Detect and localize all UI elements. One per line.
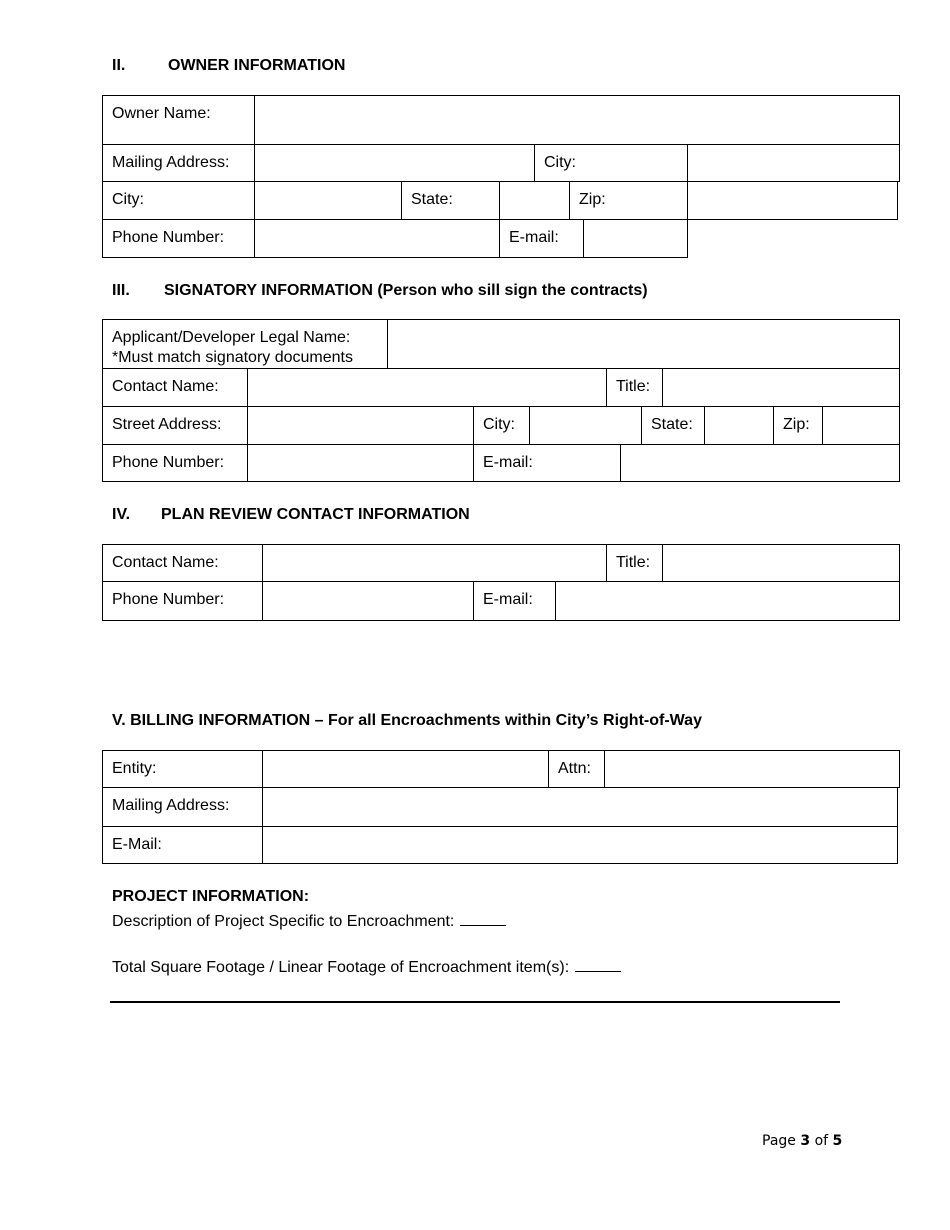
plan-review-contact-name-label: Contact Name: (102, 544, 263, 582)
plan-review-phone-input[interactable] (262, 581, 474, 621)
signatory-city-input[interactable] (529, 406, 642, 445)
owner-name-label: Owner Name: (102, 95, 255, 145)
owner-mailing-address-label: Mailing Address: (102, 144, 255, 182)
plan-review-email-input[interactable] (555, 581, 900, 621)
project-description-blank[interactable] (460, 911, 506, 926)
signatory-email-label: E-mail: (473, 444, 621, 482)
owner-city-input[interactable] (254, 181, 402, 220)
signature-divider (110, 1001, 840, 1003)
owner-email-label: E-mail: (499, 219, 584, 258)
signatory-street-address-label: Street Address: (102, 406, 248, 445)
owner-section-heading: II. OWNER INFORMATION (112, 57, 346, 74)
plan-review-email-label: E-mail: (473, 581, 556, 621)
signatory-phone-input[interactable] (247, 444, 474, 482)
signatory-legal-name-input[interactable] (387, 319, 900, 369)
owner-state-input[interactable] (499, 181, 570, 220)
project-footage-blank[interactable] (575, 957, 621, 972)
billing-mailing-address-label: Mailing Address: (102, 787, 263, 827)
owner-phone-label: Phone Number: (102, 219, 255, 258)
billing-entity-label: Entity: (102, 750, 263, 788)
billing-email-label: E-Mail: (102, 826, 263, 864)
signatory-email-input[interactable] (620, 444, 900, 482)
owner-mailing-city-label: City: (534, 144, 688, 182)
project-description-line: Description of Project Specific to Encroachment: (112, 911, 506, 931)
owner-phone-input[interactable] (254, 219, 500, 258)
signatory-zip-label: Zip: (773, 406, 823, 445)
signatory-title-label: Title: (606, 368, 663, 407)
signatory-state-input[interactable] (704, 406, 774, 445)
plan-review-title-input[interactable] (662, 544, 900, 582)
signatory-street-address-input[interactable] (247, 406, 474, 445)
signatory-title-input[interactable] (662, 368, 900, 407)
signatory-contact-name-label: Contact Name: (102, 368, 248, 407)
billing-entity-input[interactable] (262, 750, 549, 788)
owner-mailing-city-input[interactable] (687, 144, 900, 182)
owner-mailing-address-input[interactable] (254, 144, 535, 182)
signatory-legal-name-label: Applicant/Developer Legal Name: *Must match signatory documents (102, 319, 388, 369)
plan-review-contact-name-input[interactable] (262, 544, 607, 582)
plan-review-phone-label: Phone Number: (102, 581, 263, 621)
plan-review-title-label: Title: (606, 544, 663, 582)
owner-city-label: City: (102, 181, 255, 220)
project-section-heading: PROJECT INFORMATION: (112, 888, 310, 905)
signatory-zip-input[interactable] (822, 406, 900, 445)
signatory-contact-name-input[interactable] (247, 368, 607, 407)
owner-state-label: State: (401, 181, 500, 220)
billing-attn-input[interactable] (604, 750, 900, 788)
page-number: Page 3 of 5 (762, 1133, 843, 1149)
billing-attn-label: Attn: (548, 750, 605, 788)
signatory-state-label: State: (641, 406, 705, 445)
project-footage-line: Total Square Footage / Linear Footage of Encroachment item(s): (112, 957, 621, 977)
signatory-city-label: City: (473, 406, 530, 445)
owner-email-input[interactable] (583, 219, 688, 258)
plan-review-section-heading: IV. PLAN REVIEW CONTACT INFORMATION (112, 506, 470, 523)
billing-section-heading: V. BILLING INFORMATION – For all Encroachments within City’s Right-of-Way (112, 712, 702, 729)
owner-zip-label: Zip: (569, 181, 688, 220)
billing-mailing-address-input[interactable] (262, 787, 898, 827)
owner-zip-input[interactable] (687, 181, 898, 220)
owner-name-input[interactable] (254, 95, 900, 145)
signatory-phone-label: Phone Number: (102, 444, 248, 482)
billing-email-input[interactable] (262, 826, 898, 864)
signatory-section-heading: III. SIGNATORY INFORMATION (Person who sill sign the contracts) (112, 282, 648, 299)
